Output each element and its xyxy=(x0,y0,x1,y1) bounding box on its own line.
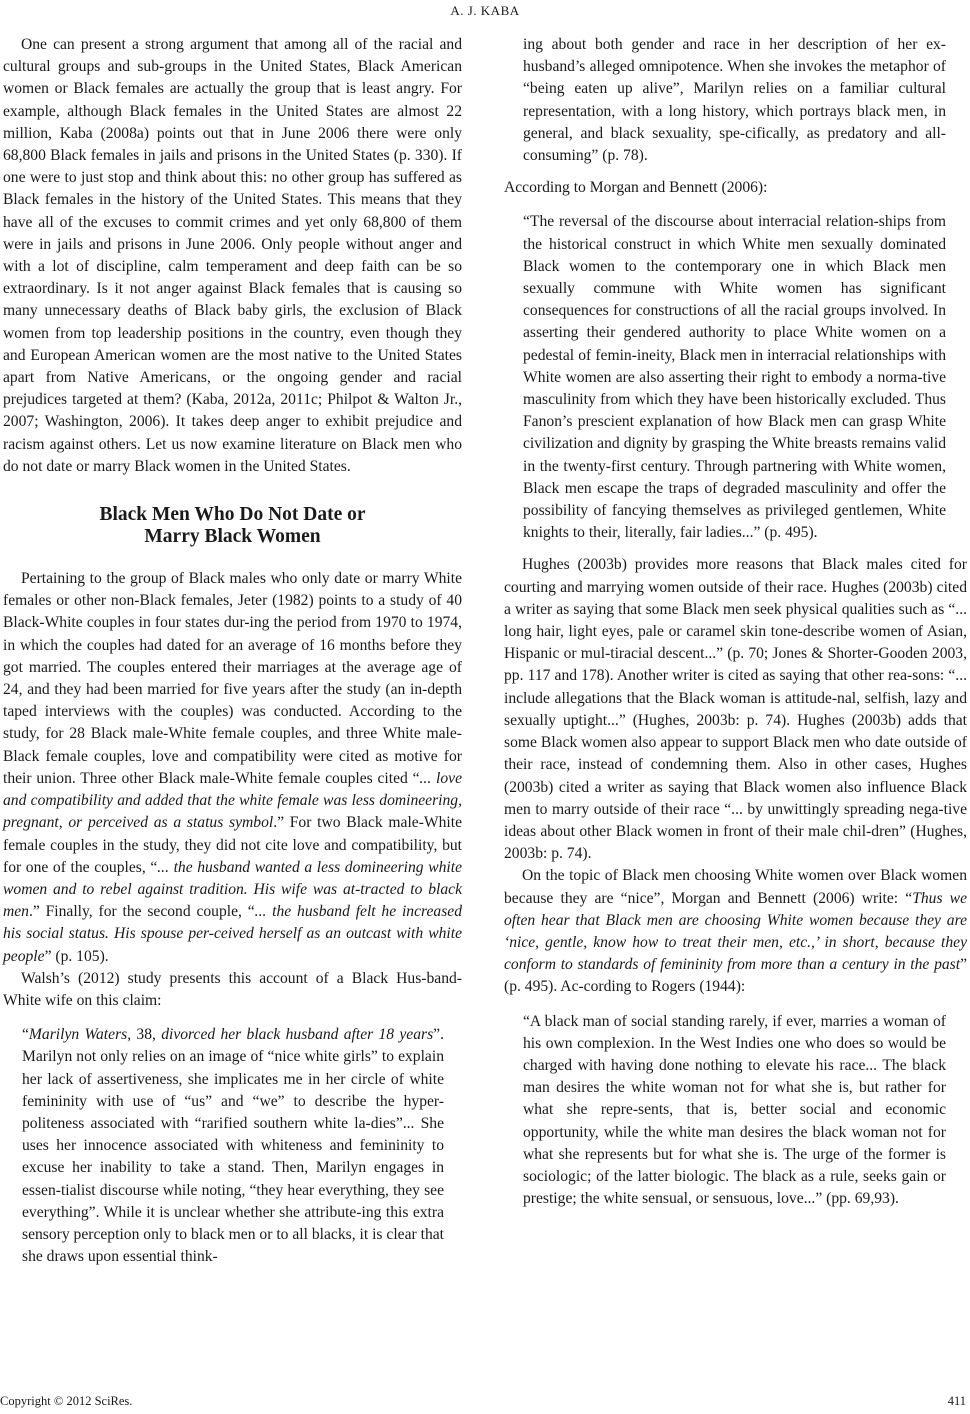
copyright-notice: Copyright © 2012 SciRes. xyxy=(0,1394,133,1408)
body-paragraph xyxy=(3,568,462,968)
italic-quote: ... love and compatibility and added that the white female was less domineering, pregnant, or perceived as a status symbol xyxy=(3,769,462,832)
section-heading-line-2: Marry Black Women xyxy=(144,526,321,548)
block-quote xyxy=(3,1024,462,1268)
body-paragraph: Hughes (2003b) provides more reasons that Black males cited for courting and marrying women outside of their race. Hughes (2003b) cited a writer as saying that some Black men seek physical qualities such as “... long hair, light eyes, pale or caramel skin tone-describe women of Asian, Hispanic or mul-tiracial descent...” (p. 70; Jones & Shorter-Gooden 2003, pp. 117 and 178). Another writer is cited as saying that other rea-sons: “... include allegations that the Black woman is attitude-nal, selfish, lazy and sexually uptight...” (Hughes, 2003b: p. 74). Hughes (2003b) adds that some Black women also appear to support Black men who date outside of their race, instead of condemning them. Also in other cases, Hughes (2003b) cited a writer as saying that Black women also influence Black men to marry outside of their race “... by unwittingly spreading nega-tive ideas about other Black women in front of their male chil-dren” (Hughes, 2003b: p. 74). xyxy=(504,556,967,863)
section-heading xyxy=(3,504,462,548)
block-quote: “A black man of social standing rarely, if ever, marries a woman of his own complexion. In the West Indies one who does so would be charged with having done nothing to elevate his race... The black man desires the white woman not for what she is, but rather for what she repre-sents, that is, better social and economic opportunity, while the white man desires the black woman not for what she represents but for what she is. The urge of the former is sociologic; of the latter biologic. The black as a rule, seeks gain or prestige; the white sensual, or sensuous, love...” (pp. 69,93). xyxy=(523,1012,946,1208)
body-paragraph: According to Morgan and Bennett (2006): xyxy=(504,179,768,197)
body-paragraph xyxy=(504,865,967,998)
text-run: ” (p. 495). Ac-cording to Rogers (1944): xyxy=(504,956,967,996)
italic-quote: Thus we often hear that Black men are choosing White women because they are ‘nice, gentle, know how to treat their men, etc.,’ in short, because they conform to standards of femininity from more than a century in the past xyxy=(504,889,967,974)
page-number: 411 xyxy=(947,1394,966,1408)
italic-quote: ... the husband wanted a less domineering white women and to rebel against tradition. His wife was at-tracted to black men xyxy=(3,858,462,921)
running-head: A. J. KABA xyxy=(450,3,520,18)
block-quote: “The reversal of the discourse about interracial relation-ships from the historical construct in which White men sexually dominated Black women to the contemporary one in which Black men sexually commune with White women has significant consequences for constructions of all the racial groups involved. In asserting their gendered authority to place White women on a pedestal of femin-ineity, Black men in interracial relationships with White women are also asserting their right to embody a norma-tive masculinity from which they have been historically excluded. Thus Fanon’s prescient explanation of how Black men can grasp White civilization and dignity by grasping the White breasts remains valid in the twenty-first century. Through partnering with White women, Black men escape the traps of degraded masculinity and offer the possibility of fancying themselves as privileged gentlemen, White knights to their, literally, fair ladies...” (p. 495). xyxy=(523,213,946,542)
text-run: Pertaining to the group of Black males who only date or marry White females or other non-Black females, Jeter (1982) points to a study of 40 Black-White couples in four states dur-ing the period from 1970 to 1974, in which the couples had dated for an average of 16 months before they got married. The couples entered their marriages at the average age of 24, and they had been married for five years after the study (an in-depth taped interviews with the couples) was conducted. According to the study, for 28 Black male-White female couples, and three White male-Black female couples, love and compatibility were cited as motive for their union. Three other Black male-White female couples cited “ xyxy=(3,570,462,787)
body-paragraph: Walsh’s (2012) study presents this account of a Black Hus-band-White wife on this claim: xyxy=(3,969,462,1009)
text-run: ”. Marilyn not only relies on an image of “nice white girls” to explain her lack of assertiveness, she implicates me in her circle of white femininity with use of “us” and “we” to describe the hyper-politeness associated with “rarified southern white la-dies”... She uses her innocence associated with whiteness and femininity to excuse her inability to take a stand. Then, Marilyn engages in essen-tialist discourse while noting, “they hear everything, they see everything”. While it is unclear whether she attribute-ing this extra sensory perception only to black men or to all blacks, it is clear that she draws upon essential think- xyxy=(22,1026,444,1266)
right-column xyxy=(504,34,967,1220)
text-run: ” (p. 105). xyxy=(44,947,109,965)
body-paragraph: One can present a strong argument that among all of the racial and cultural groups and sub-groups in the United States, Black American women or Black females are actually the group that is least angry. For example, although Black females in the United States are almost 22 million, Kaba (2008a) points out that in June 2006 there were only 68,800 Black females in jails and prisons in the United States (p. 330). If one were to just stop and think about this: no other group has suffered as Black females in the history of the United States. This means that they have all of the excuses to commit crimes and yet only 68,800 of them were in jails and prisons in June 2006. Only people without anger and with a lot of discipline, calm temperament and deep faith can be so extraordinary. Is it not anger against Black females that is causing so many unnecessary deaths of Black baby girls, the exclusion of Black women from top leadership positions in the country, even though they and European American women are the most native to the United States apart from Native Americans, or the ongoing gender and racial prejudices targeted at them? (Kaba, 2012a, 2011c; Philpot & Walton Jr., 2007; Washington, 2006). It takes deep anger to exhibit prejudice and racism against others. Let us now examine literature on Black men who do not date or marry Black women in the United States. xyxy=(3,36,462,475)
block-quote-continued: ing about both gender and race in her description of her ex-husband’s alleged omnipotence. When she invokes the metaphor of “being eaten up alive”, Marilyn relies on a familiar cultural representation, with a long history, which portrays black men, in general, and black sexuality, spe-cifically, as predatory and all-consuming” (p. 78). xyxy=(523,36,946,165)
left-column xyxy=(3,34,462,1278)
italic-text: divorced her black husband after 18 years xyxy=(161,1026,434,1044)
text-run: , 38, xyxy=(127,1026,162,1044)
text-run: .” For two Black male-White female couples in the study, they did not cite love and compatibility, but for one of the couples, “ xyxy=(3,814,463,876)
italic-quote: ... the husband felt he increased his social status. His spouse per-ceived herself as an outcast with white people xyxy=(3,903,463,965)
text-run: .” Finally, for the second couple, “ xyxy=(28,903,255,921)
text-run: On the topic of Black men choosing White women over Black women because they are “nice”, Morgan and Bennett (2006) write: “ xyxy=(504,867,967,907)
text-run: “ xyxy=(22,1026,29,1044)
italic-text: Marilyn Waters xyxy=(28,1026,128,1044)
section-heading-line-1: Black Men Who Do Not Date or xyxy=(99,504,366,526)
